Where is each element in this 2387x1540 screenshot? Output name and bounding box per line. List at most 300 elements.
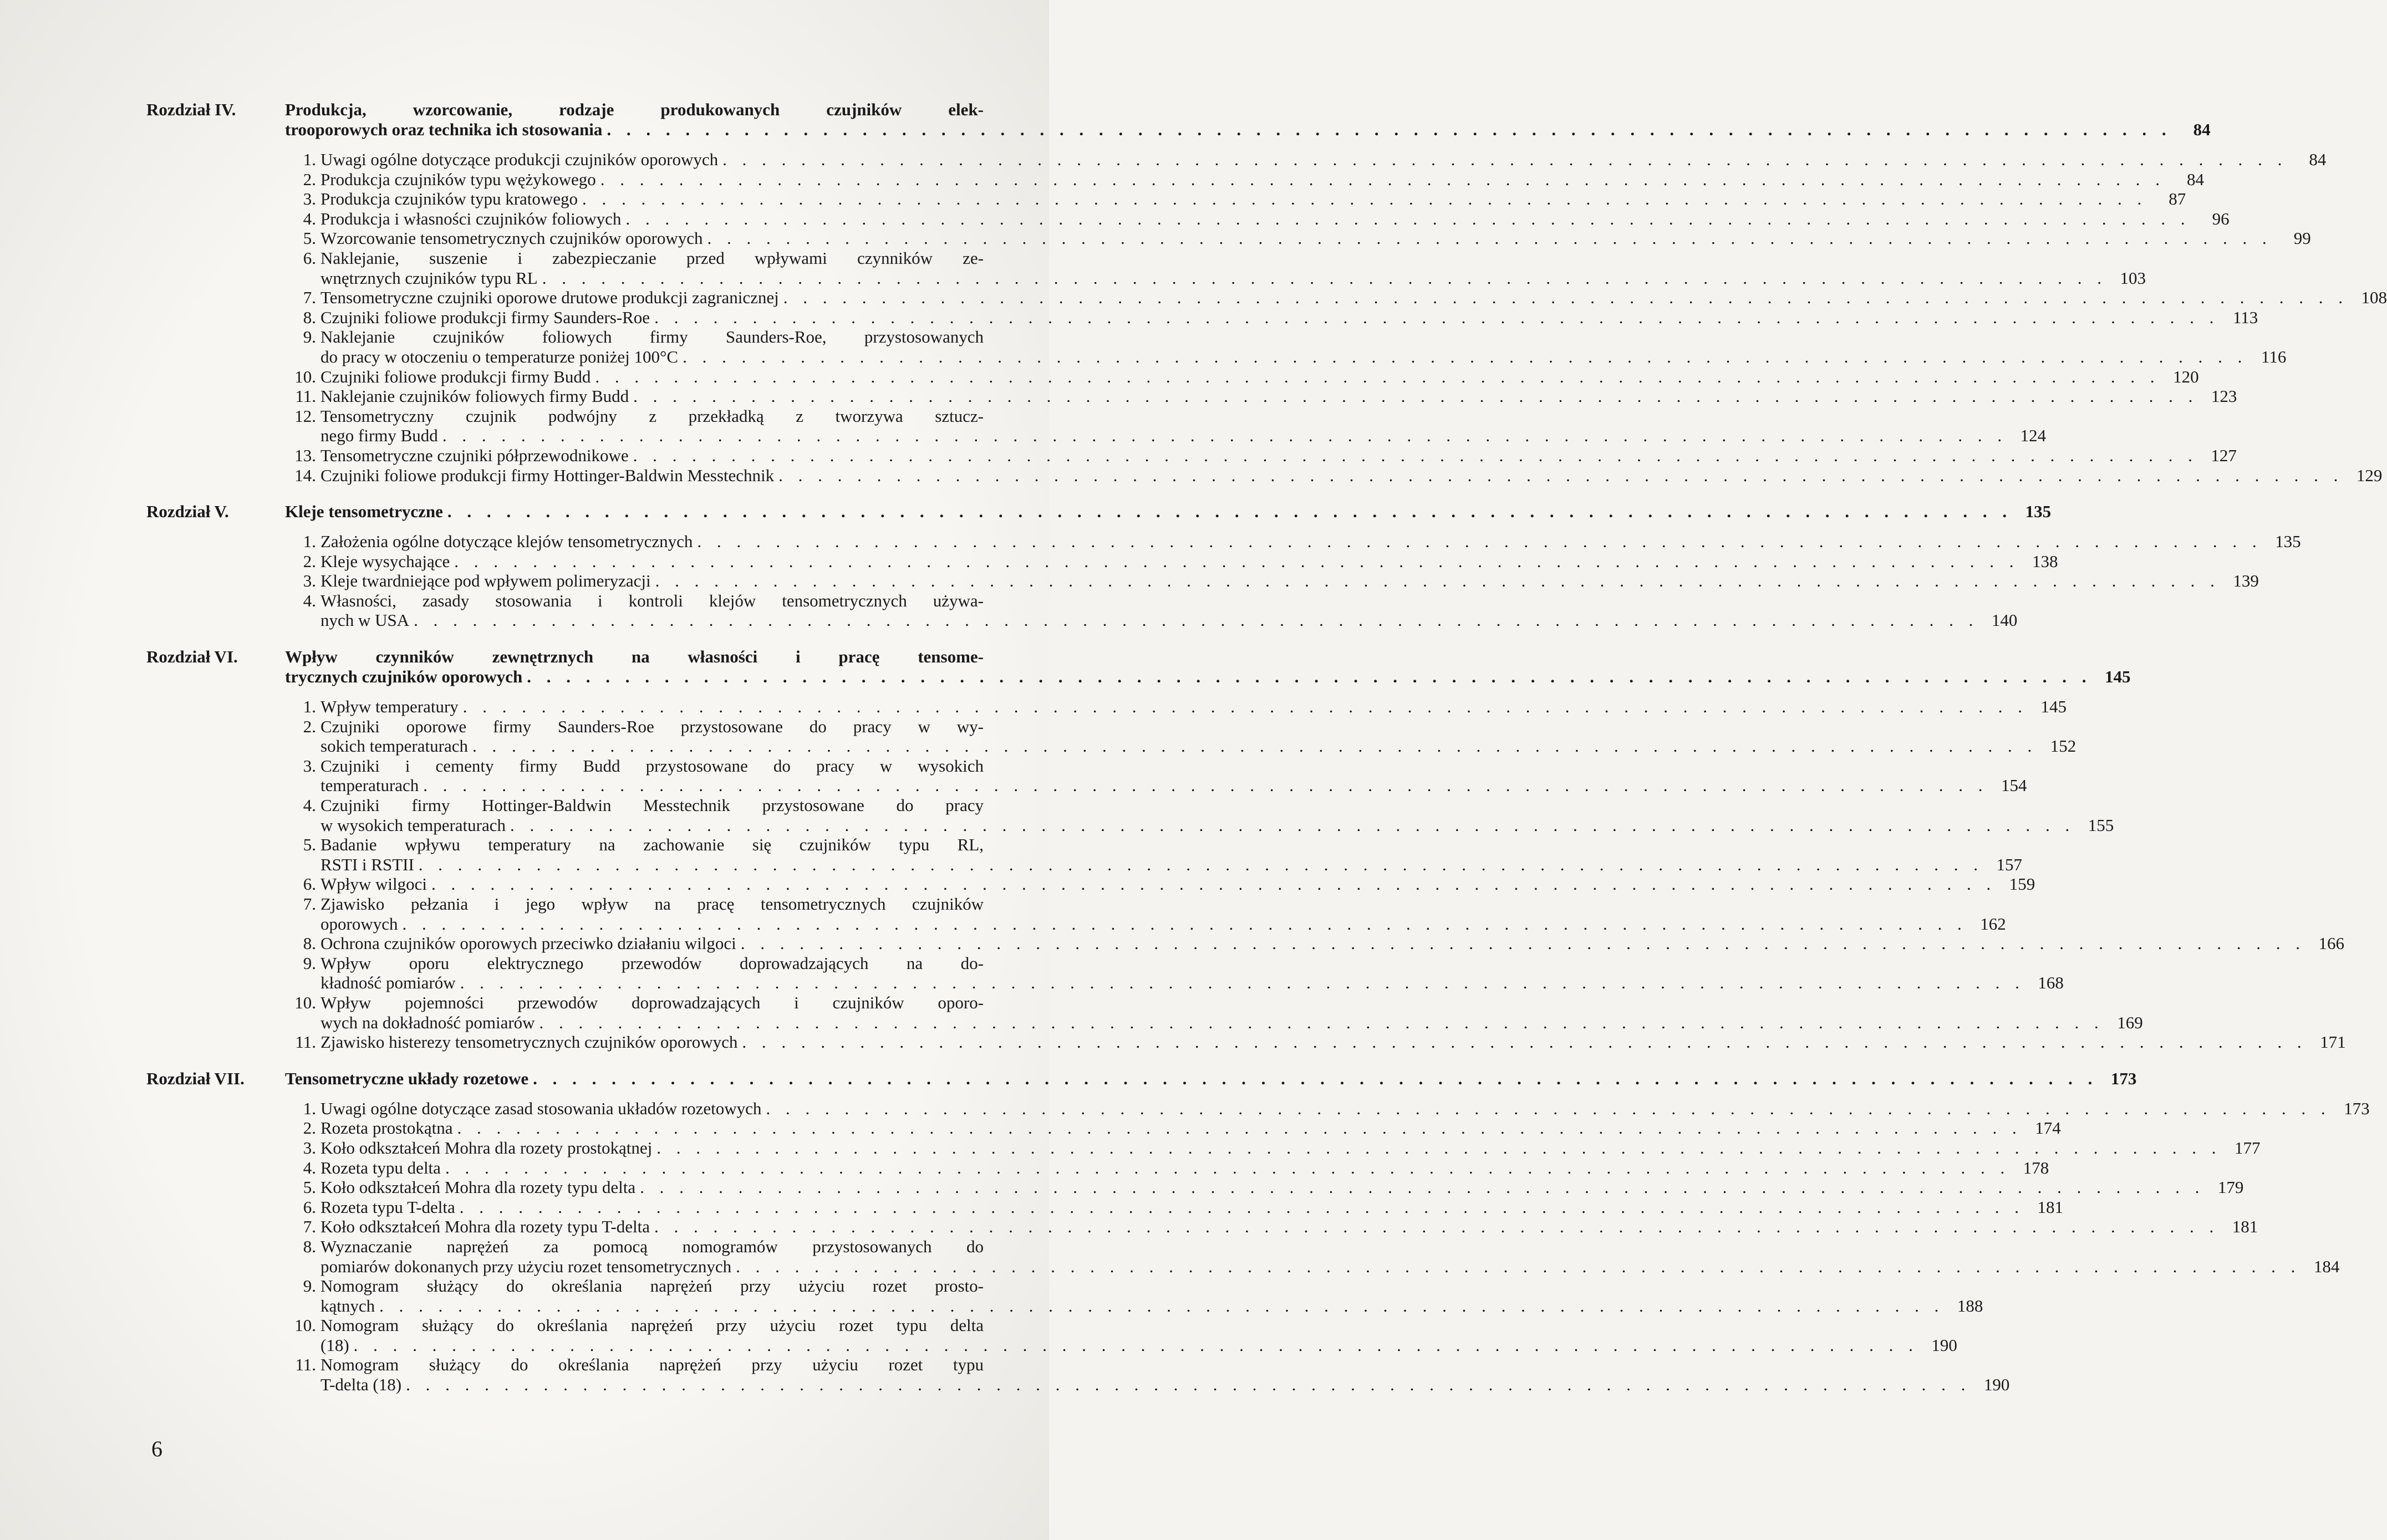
toc-entry bbox=[146, 465, 2383, 486]
entry-line bbox=[320, 1012, 2143, 1033]
entry-number: 3. bbox=[303, 1138, 316, 1157]
toc-entry bbox=[146, 1236, 2340, 1276]
dot-leader: . . . . . . . . . . . . . . . . . . . . . . . . . . . . . . . . . . . . . . . . . . . . . . . . . . . . . . . . . . . . . . . . . . . . . . . . . . . . . . . . bbox=[742, 1032, 2307, 1052]
dot-leader: . . . . . . . . . . . . . . . . . . . . . . . . . . . . . . . . . . . . . . . . . . . . . . . . . . . . . . . . . . . . . . . . . . . . . . . . . . . . . . . . bbox=[445, 1157, 2011, 1177]
page-ref: 127 bbox=[2211, 445, 2237, 465]
entry-number: 14. bbox=[294, 465, 316, 485]
entry-number: 5. bbox=[303, 228, 316, 248]
entry-line bbox=[320, 169, 2204, 190]
entry-text: Wyznaczanie naprężeń za pomocą nomogramów przystosowanych do bbox=[320, 1236, 984, 1256]
entry-text: Uwagi ogólne dotyczące zasad stosowania układów rozetowych bbox=[320, 1098, 762, 1118]
page-ref: 123 bbox=[2211, 386, 2237, 406]
dot-leader: . . . . . . . . . . . . . . . . . . . . . . . . . . . . . . . . . . . . . . . . . . . . . . . . . . . . . . . . . . . . . . . . . . . . . . . . . . . . . . . . bbox=[633, 445, 2198, 465]
entry-body bbox=[320, 934, 2345, 953]
entry-text: Tensometryczne czujniki oporowe drutowe produkcji zagranicznej bbox=[320, 288, 779, 308]
entry-line bbox=[320, 1098, 2370, 1119]
entry-line bbox=[320, 1276, 984, 1296]
entry-line bbox=[320, 346, 2287, 367]
chapter-section bbox=[146, 1068, 2370, 1395]
entry-text: Kleje wysychające bbox=[320, 551, 450, 571]
entry-number: 8. bbox=[303, 307, 316, 327]
entry-body bbox=[320, 697, 2067, 717]
dot-leader: . . . . . . . . . . . . . . . . . . . . . . . . . . . . . . . . . . . . . . . . . . . . . . . . . . . . . . . . . . . . . . . . . . . . . . . . . . . . . . . . bbox=[766, 1098, 2331, 1118]
entry-line bbox=[320, 551, 2058, 572]
entry-text: pomiarów dokonanych przy użyciu rozet tensometrycznych bbox=[320, 1256, 732, 1276]
entry-body bbox=[320, 1217, 2258, 1237]
entry-text: Czujniki oporowe firmy Saunders-Roe przystosowane do pracy w wy- bbox=[320, 716, 984, 736]
entry-line bbox=[285, 100, 984, 120]
page-ref: 84 bbox=[2187, 169, 2204, 189]
entry-line bbox=[320, 1177, 2244, 1197]
entry-number: 2. bbox=[303, 169, 316, 189]
entry-line bbox=[320, 697, 2067, 717]
entry-line bbox=[320, 445, 2237, 466]
entry-number: 12. bbox=[294, 406, 316, 426]
page-ref: 169 bbox=[2117, 1012, 2143, 1032]
entry-body bbox=[320, 307, 2258, 328]
entry-body bbox=[320, 1098, 2370, 1119]
entry-line bbox=[320, 934, 2345, 953]
entry-number: 3. bbox=[303, 189, 316, 209]
entry-number: 10. bbox=[294, 992, 316, 1012]
entry-body bbox=[320, 366, 2199, 387]
entry-line bbox=[320, 776, 2027, 796]
entry-line bbox=[320, 1375, 2010, 1395]
page-ref: 155 bbox=[2088, 815, 2114, 835]
entry-text: Własności, zasady stosowania i kontroli klejów tensometrycznych używa- bbox=[320, 590, 984, 610]
page-ref: 139 bbox=[2233, 571, 2259, 591]
entry-text: temperaturach bbox=[320, 776, 419, 796]
entry-line bbox=[320, 993, 984, 1013]
dot-leader: . . . . . . . . . . . . . . . . . . . . . . . . . . . . . . . . . . . . . . . . . . . . . . . . . . . . . . . . . . . . . . . . . . . . . . . . . . . . . . . . bbox=[778, 465, 2344, 485]
page-ref: 145 bbox=[2040, 697, 2067, 717]
entry-line bbox=[320, 150, 2327, 170]
dot-leader: . . . . . . . . . . . . . . . . . . . . . . . . . . . . . . . . . . . . . . . . . . . . . . . . . . . . . . . . . . . . . . . . . . . . . . . . . . . . . . . . bbox=[542, 268, 2107, 288]
toc-entry bbox=[146, 796, 2114, 835]
toc-entry bbox=[146, 1217, 2258, 1237]
entry-text: Czujniki firmy Hottinger-Baldwin Messtechnik przystosowane do pracy bbox=[320, 796, 984, 815]
entry-line bbox=[320, 1138, 2261, 1158]
entry-text: Tensometryczny czujnik podwójny z przekładką z tworzywa sztucz- bbox=[320, 406, 984, 426]
toc-entry bbox=[146, 366, 2199, 387]
entry-text: Naklejanie czujników foliowych firmy Budd bbox=[320, 386, 629, 406]
page-ref: 184 bbox=[2313, 1256, 2340, 1276]
entry-body bbox=[320, 406, 2047, 446]
entry-line bbox=[320, 717, 984, 737]
dot-leader: . . . . . . . . . . . . . . . . . . . . . . . . . . . . . . . . . . . . . . . . . . . . . . . . . . . . . . . . . . . . . . . . . . . . . . . . . . . . . . . . bbox=[527, 667, 2092, 687]
entry-number: 1. bbox=[303, 532, 316, 552]
chapter-section bbox=[146, 502, 2301, 630]
page-ref: 168 bbox=[2038, 973, 2064, 993]
dot-leader: . . . . . . . . . . . . . . . . . . . . . . . . . . . . . . . . . . . . . . . . . . . . . . . . . . . . . . . . . . . . . . . . . . . . . . . . . . . . . . . . bbox=[736, 1256, 2301, 1276]
entry-body bbox=[320, 1315, 1957, 1355]
dot-leader: . . . . . . . . . . . . . . . . . . . . . . . . . . . . . . . . . . . . . . . . . . . . . . . . . . . . . . . . . . . . . . . . . . . . . . . . . . . . . . . . bbox=[656, 1138, 2222, 1157]
entry-line bbox=[320, 426, 2047, 446]
entry-body bbox=[320, 1157, 2049, 1178]
entry-line bbox=[320, 288, 2387, 308]
entry-text: Produkcja czujników typu kratowego bbox=[320, 189, 578, 209]
entry-text: Produkcja i własności czujników foliowych bbox=[320, 208, 622, 228]
entry-body bbox=[320, 248, 2146, 288]
section-list bbox=[146, 697, 2346, 1052]
entry-text: w wysokich temperaturach bbox=[320, 815, 506, 835]
entry-body bbox=[320, 1197, 2064, 1217]
entry-line bbox=[320, 228, 2311, 248]
entry-line bbox=[320, 815, 2114, 835]
entry-body bbox=[320, 551, 2058, 572]
chapter-label: Rozdział VI. bbox=[146, 647, 238, 667]
dot-leader: . . . . . . . . . . . . . . . . . . . . . . . . . . . . . . . . . . . . . . . . . . . . . . . . . . . . . . . . . . . . . . . . . . . . . . . . . . . . . . . . bbox=[431, 874, 1997, 894]
page-ref: 84 bbox=[2309, 150, 2327, 169]
dot-leader: . . . . . . . . . . . . . . . . . . . . . . . . . . . . . . . . . . . . . . . . . . . . . . . . . . . . . . . . . . . . . . . . . . . . . . . . . . . . . . . . bbox=[462, 697, 2028, 717]
toc-entry bbox=[146, 228, 2311, 248]
entry-text: Rozeta prostokątna bbox=[320, 1118, 453, 1138]
toc-entry bbox=[146, 1098, 2370, 1119]
entry-line bbox=[285, 647, 984, 667]
dot-leader: . . . . . . . . . . . . . . . . . . . . . . . . . . . . . . . . . . . . . . . . . . . . . . . . . . . . . . . . . . . . . . . . . . . . . . . . . . . . . . . . bbox=[783, 288, 2349, 308]
entry-text: sokich temperaturach bbox=[320, 736, 468, 756]
entry-body bbox=[320, 894, 2006, 934]
page-ref: 188 bbox=[1957, 1296, 1983, 1315]
chapter-label: Rozdział IV. bbox=[146, 100, 236, 119]
entry-line bbox=[320, 894, 984, 914]
toc-entry bbox=[146, 756, 2027, 796]
chapter-section bbox=[146, 100, 2387, 485]
chapter-label: Rozdział V. bbox=[146, 502, 229, 522]
entry-text: oporowych bbox=[320, 914, 398, 934]
entry-line bbox=[285, 120, 2211, 140]
page-ref: 181 bbox=[2232, 1217, 2258, 1237]
entry-line bbox=[320, 268, 2146, 288]
entry-line bbox=[320, 327, 984, 347]
entry-text: Wzorcowanie tensometrycznych czujników oporowych bbox=[320, 228, 703, 248]
entry-line bbox=[320, 1118, 2061, 1138]
entry-text: Produkcja czujników typu wężykowego bbox=[320, 169, 596, 189]
page-ref: 87 bbox=[2169, 189, 2186, 209]
entry-text: Produkcja, wzorcowanie, rodzaje produkowanych czujników elek- bbox=[285, 100, 984, 119]
page-ref: 162 bbox=[1980, 914, 2006, 934]
entry-line bbox=[320, 953, 984, 973]
entry-text: Wpływ temperatury bbox=[320, 697, 459, 717]
page-ref: 99 bbox=[2293, 228, 2311, 248]
entry-number: 5. bbox=[303, 1177, 316, 1197]
entry-number: 8. bbox=[303, 1236, 316, 1256]
dot-leader: . . . . . . . . . . . . . . . . . . . . . . . . . . . . . . . . . . . . . . . . . . . . . . . . . . . . . . . . . . . . . . . . . . . . . . . . . . . . . . . . bbox=[607, 120, 2172, 139]
dot-leader: . . . . . . . . . . . . . . . . . . . . . . . . . . . . . . . . . . . . . . . . . . . . . . . . . . . . . . . . . . . . . . . . . . . . . . . . . . . . . . . . bbox=[454, 551, 2019, 571]
dot-leader: . . . . . . . . . . . . . . . . . . . . . . . . . . . . . . . . . . . . . . . . . . . . . . . . . . . . . . . . . . . . . . . . . . . . . . . . . . . . . . . . bbox=[697, 532, 2262, 552]
page-ref: 140 bbox=[1991, 610, 2018, 630]
entry-text: Zjawisko histerezy tensometrycznych czujników oporowych bbox=[320, 1032, 738, 1052]
entry-text: trycznych czujników oporowych bbox=[285, 667, 523, 687]
entry-line bbox=[320, 366, 2199, 387]
page-ref: 190 bbox=[1931, 1335, 1957, 1355]
entry-line bbox=[320, 796, 984, 815]
entry-text: Koło odkształceń Mohra dla rozety prostokątnej bbox=[320, 1138, 653, 1157]
page-ref: 116 bbox=[2261, 346, 2287, 366]
dot-leader: . . . . . . . . . . . . . . . . . . . . . . . . . . . . . . . . . . . . . . . . . . . . . . . . . . . . . . . . . . . . . . . . . . . . . . . . . . . . . . . . bbox=[442, 426, 2008, 446]
entry-line bbox=[320, 248, 984, 268]
entry-text: Zjawisko pełzania i jego wpływ na pracę tensometrycznych czujników bbox=[320, 894, 984, 914]
dot-leader: . . . . . . . . . . . . . . . . . . . . . . . . . . . . . . . . . . . . . . . . . . . . . . . . . . . . . . . . . . . . . . . . . . . . . . . . . . . . . . . . bbox=[459, 1197, 2025, 1217]
entry-text: Rozeta typu T-delta bbox=[320, 1197, 455, 1217]
entry-body bbox=[320, 445, 2237, 466]
entry-body bbox=[320, 228, 2311, 248]
entry-text: kątnych bbox=[320, 1296, 375, 1315]
dot-leader: . . . . . . . . . . . . . . . . . . . . . . . . . . . . . . . . . . . . . . . . . . . . . . . . . . . . . . . . . . . . . . . . . . . . . . . . . . . . . . . . bbox=[633, 386, 2198, 406]
entry-body bbox=[320, 756, 2027, 796]
entry-line bbox=[320, 591, 984, 611]
toc-entry bbox=[146, 169, 2204, 190]
toc-entry bbox=[146, 307, 2258, 328]
entry-line bbox=[320, 1217, 2258, 1237]
entry-number: 1. bbox=[303, 150, 316, 169]
page-ref: 145 bbox=[2104, 667, 2131, 687]
toc-entry bbox=[146, 934, 2345, 953]
entry-body bbox=[320, 590, 2018, 630]
page-ref: 103 bbox=[2120, 268, 2146, 288]
page-ref: 135 bbox=[2025, 502, 2052, 522]
entry-line bbox=[320, 756, 984, 776]
entry-body bbox=[320, 327, 2287, 366]
section-list bbox=[146, 150, 2387, 485]
entry-number: 9. bbox=[303, 327, 316, 347]
entry-number: 2. bbox=[303, 551, 316, 571]
toc-entry bbox=[146, 288, 2387, 308]
page-ref: 171 bbox=[2320, 1032, 2346, 1052]
page-ref: 179 bbox=[2217, 1177, 2244, 1197]
dot-leader: . . . . . . . . . . . . . . . . . . . . . . . . . . . . . . . . . . . . . . . . . . . . . . . . . . . . . . . . . . . . . . . . . . . . . . . . . . . . . . . . bbox=[406, 1375, 1971, 1395]
entry-body bbox=[320, 532, 2301, 552]
entry-body bbox=[320, 465, 2383, 486]
toc-entry bbox=[146, 874, 2035, 894]
toc-entry bbox=[146, 835, 2023, 874]
entry-line bbox=[320, 189, 2186, 209]
dot-leader: . . . . . . . . . . . . . . . . . . . . . . . . . . . . . . . . . . . . . . . . . . . . . . . . . . . . . . . . . . . . . . . . . . . . . . . . . . . . . . . . bbox=[353, 1335, 1918, 1355]
entry-text: (18) bbox=[320, 1335, 349, 1355]
entry-line bbox=[320, 465, 2383, 486]
page-ref: 173 bbox=[2344, 1098, 2370, 1118]
entry-line bbox=[285, 502, 2052, 522]
entry-text: Naklejanie, suszenie i zabezpieczanie przed wpływami czynników ze- bbox=[320, 248, 984, 268]
toc-entry bbox=[146, 1157, 2049, 1178]
entry-body bbox=[320, 992, 2143, 1032]
entry-line bbox=[320, 1296, 1983, 1316]
page-ref: 135 bbox=[2275, 532, 2301, 552]
page-ref: 96 bbox=[2212, 208, 2230, 228]
entry-body bbox=[320, 571, 2259, 591]
entry-number: 7. bbox=[303, 894, 316, 914]
entry-text: Założenia ogólne dotyczące klejów tensometrycznych bbox=[320, 532, 693, 552]
entry-number: 7. bbox=[303, 1217, 316, 1237]
entry-line bbox=[285, 1068, 2137, 1089]
entry-body bbox=[320, 189, 2186, 209]
toc-entry bbox=[146, 1355, 2010, 1395]
entry-text: nego firmy Budd bbox=[320, 426, 438, 446]
dot-leader: . . . . . . . . . . . . . . . . . . . . . . . . . . . . . . . . . . . . . . . . . . . . . . . . . . . . . . . . . . . . . . . . . . . . . . . . . . . . . . . . bbox=[460, 973, 2025, 993]
toc-entry bbox=[146, 406, 2047, 446]
entry-text: wnętrznych czujników typu RL bbox=[320, 268, 538, 288]
page-ref: 157 bbox=[1996, 854, 2023, 874]
dot-leader: . . . . . . . . . . . . . . . . . . . . . . . . . . . . . . . . . . . . . . . . . . . . . . . . . . . . . . . . . . . . . . . . . . . . . . . . . . . . . . . . bbox=[533, 1068, 2098, 1088]
entry-text: Ochrona czujników oporowych przeciwko działaniu wilgoci bbox=[320, 934, 736, 953]
chapter-label: Rozdział VII. bbox=[146, 1068, 245, 1088]
entry-body bbox=[320, 835, 2023, 874]
entry-body bbox=[320, 1138, 2261, 1158]
entry-body bbox=[320, 288, 2387, 308]
entry-text: Koło odkształceń Mohra dla rozety typu T-delta bbox=[320, 1217, 650, 1237]
entry-text: Rozeta typu delta bbox=[320, 1157, 441, 1177]
entry-text: Wpływ wilgoci bbox=[320, 874, 427, 894]
entry-line bbox=[320, 1256, 2340, 1277]
dot-leader: . . . . . . . . . . . . . . . . . . . . . . . . . . . . . . . . . . . . . . . . . . . . . . . . . . . . . . . . . . . . . . . . . . . . . . . . . . . . . . . . bbox=[457, 1118, 2022, 1138]
entry-number: 13. bbox=[294, 445, 316, 465]
entry-text: nych w USA bbox=[320, 610, 410, 630]
toc-entry bbox=[146, 1197, 2064, 1217]
dot-leader: . . . . . . . . . . . . . . . . . . . . . . . . . . . . . . . . . . . . . . . . . . . . . . . . . . . . . . . . . . . . . . . . . . . . . . . . . . . . . . . . bbox=[600, 169, 2165, 189]
entry-body bbox=[320, 208, 2230, 229]
dot-leader: . . . . . . . . . . . . . . . . . . . . . . . . . . . . . . . . . . . . . . . . . . . . . . . . . . . . . . . . . . . . . . . . . . . . . . . . . . . . . . . . bbox=[654, 307, 2220, 327]
entry-text: Kleje twardniejące pod wpływem polimeryzacji bbox=[320, 571, 651, 591]
entry-text: trooporowych oraz technika ich stosowania bbox=[285, 120, 603, 139]
entry-number: 10. bbox=[294, 1315, 316, 1335]
toc-entry bbox=[146, 590, 2018, 630]
entry-text: Czujniki foliowe produkcji firmy Budd bbox=[320, 366, 591, 386]
page-ref: 84 bbox=[2193, 120, 2211, 139]
toc-entry bbox=[146, 1032, 2346, 1052]
entry-number: 1. bbox=[303, 697, 316, 717]
section-list bbox=[146, 1098, 2370, 1395]
entry-text: Wpływ oporu elektrycznego przewodów doprowadzających na do- bbox=[320, 953, 984, 973]
entry-line bbox=[320, 1197, 2064, 1217]
entry-text: Czujniki foliowe produkcji firmy Hottinger-Baldwin Messtechnik bbox=[320, 465, 775, 485]
dot-leader: . . . . . . . . . . . . . . . . . . . . . . . . . . . . . . . . . . . . . . . . . . . . . . . . . . . . . . . . . . . . . . . . . . . . . . . . . . . . . . . . bbox=[539, 1012, 2104, 1032]
toc-entry bbox=[146, 445, 2237, 466]
entry-number: 10. bbox=[294, 366, 316, 386]
toc-entry bbox=[146, 189, 2186, 209]
entry-text: Kleje tensometryczne bbox=[285, 502, 443, 522]
toc-entry bbox=[146, 327, 2287, 366]
entry-text: Tensometryczne układy rozetowe bbox=[285, 1068, 529, 1088]
toc-entry bbox=[146, 551, 2058, 572]
entry-body bbox=[320, 386, 2237, 406]
entry-body bbox=[320, 1355, 2010, 1395]
dot-leader: . . . . . . . . . . . . . . . . . . . . . . . . . . . . . . . . . . . . . . . . . . . . . . . . . . . . . . . . . . . . . . . . . . . . . . . . . . . . . . . . bbox=[655, 571, 2220, 591]
entry-number: 6. bbox=[303, 874, 316, 894]
entry-text: Naklejanie czujników foliowych firmy Saunders-Roe, przystosowanych bbox=[320, 327, 984, 347]
dot-leader: . . . . . . . . . . . . . . . . . . . . . . . . . . . . . . . . . . . . . . . . . . . . . . . . . . . . . . . . . . . . . . . . . . . . . . . . . . . . . . . . bbox=[423, 776, 1988, 796]
dot-leader: . . . . . . . . . . . . . . . . . . . . . . . . . . . . . . . . . . . . . . . . . . . . . . . . . . . . . . . . . . . . . . . . . . . . . . . . . . . . . . . . bbox=[418, 854, 1984, 874]
entry-text: Nomogram służący do określania naprężeń przy użyciu rozet prosto- bbox=[320, 1276, 984, 1296]
entry-text: do pracy w otoczeniu o temperaturze poniżej 100°C bbox=[320, 346, 679, 366]
entry-number: 4. bbox=[303, 208, 316, 228]
dot-leader: . . . . . . . . . . . . . . . . . . . . . . . . . . . . . . . . . . . . . . . . . . . . . . . . . . . . . . . . . . . . . . . . . . . . . . . . . . . . . . . . bbox=[510, 815, 2075, 835]
toc-entry bbox=[146, 1177, 2244, 1197]
entry-number: 11. bbox=[295, 1355, 316, 1375]
dot-leader: . . . . . . . . . . . . . . . . . . . . . . . . . . . . . . . . . . . . . . . . . . . . . . . . . . . . . . . . . . . . . . . . . . . . . . . . . . . . . . . . bbox=[625, 208, 2191, 228]
entry-number: 8. bbox=[303, 934, 316, 953]
toc-entry bbox=[146, 716, 2076, 756]
toc-entry bbox=[146, 992, 2143, 1032]
toc-entry bbox=[146, 208, 2230, 229]
entry-line bbox=[320, 1355, 984, 1375]
entry-text: Nomogram służący do określania naprężeń przy użyciu rozet typu delta bbox=[320, 1315, 984, 1335]
table-of-contents bbox=[146, 100, 2387, 1411]
entry-line bbox=[320, 406, 984, 426]
page-ref: 124 bbox=[2020, 426, 2047, 446]
entry-number: 6. bbox=[303, 1197, 316, 1217]
page-ref: 190 bbox=[1983, 1375, 2010, 1395]
toc-entry bbox=[146, 1118, 2061, 1138]
dot-leader: . . . . . . . . . . . . . . . . . . . . . . . . . . . . . . . . . . . . . . . . . . . . . . . . . . . . . . . . . . . . . . . . . . . . . . . . . . . . . . . . bbox=[740, 934, 2306, 953]
entry-number: 11. bbox=[295, 386, 316, 406]
entry-number: 1. bbox=[303, 1098, 316, 1118]
toc-entry bbox=[146, 1276, 1983, 1315]
entry-line bbox=[320, 835, 984, 855]
entry-text: Tensometryczne czujniki półprzewodnikowe bbox=[320, 445, 629, 465]
page-ref: 120 bbox=[2173, 366, 2199, 386]
entry-body bbox=[320, 1236, 2340, 1276]
toc-entry bbox=[146, 150, 2327, 170]
page-number: 6 bbox=[151, 1436, 162, 1461]
toc-entry bbox=[146, 1315, 1957, 1355]
entry-body bbox=[320, 874, 2035, 894]
entry-number: 3. bbox=[303, 756, 316, 776]
entry-line bbox=[320, 610, 2018, 630]
entry-line bbox=[320, 973, 2064, 993]
dot-leader: . . . . . . . . . . . . . . . . . . . . . . . . . . . . . . . . . . . . . . . . . . . . . . . . . . . . . . . . . . . . . . . . . . . . . . . . . . . . . . . . bbox=[640, 1177, 2205, 1197]
entry-body bbox=[320, 716, 2076, 756]
chapter-title bbox=[285, 1068, 2137, 1089]
entry-line bbox=[320, 736, 2076, 756]
page-ref: 181 bbox=[2037, 1197, 2064, 1217]
entry-number: 2. bbox=[303, 1118, 316, 1138]
page-ref: 129 bbox=[2356, 465, 2383, 485]
entry-line bbox=[285, 667, 2131, 687]
entry-text: Czujniki foliowe produkcji firmy Saunders-Roe bbox=[320, 307, 650, 327]
entry-line bbox=[320, 854, 2023, 875]
dot-leader: . . . . . . . . . . . . . . . . . . . . . . . . . . . . . . . . . . . . . . . . . . . . . . . . . . . . . . . . . . . . . . . . . . . . . . . . . . . . . . . . bbox=[472, 736, 2038, 756]
page-ref: 174 bbox=[2035, 1118, 2061, 1138]
entry-line bbox=[320, 307, 2258, 328]
entry-number: 2. bbox=[303, 716, 316, 736]
page-ref: 173 bbox=[2110, 1068, 2137, 1088]
toc-entry bbox=[146, 532, 2301, 552]
entry-number: 4. bbox=[303, 590, 316, 610]
entry-line bbox=[320, 386, 2237, 406]
entry-line bbox=[320, 1032, 2346, 1052]
entry-body bbox=[320, 1032, 2346, 1052]
section-list bbox=[146, 532, 2301, 630]
entry-line bbox=[320, 1237, 984, 1257]
dot-leader: . . . . . . . . . . . . . . . . . . . . . . . . . . . . . . . . . . . . . . . . . . . . . . . . . . . . . . . . . . . . . . . . . . . . . . . . . . . . . . . . bbox=[595, 366, 2160, 386]
toc-entry bbox=[146, 571, 2259, 591]
entry-text: Koło odkształceń Mohra dla rozety typu delta bbox=[320, 1177, 636, 1197]
page-ref: 108 bbox=[2361, 288, 2387, 308]
entry-text: Nomogram służący do określania naprężeń przy użyciu rozet typu bbox=[320, 1355, 984, 1375]
dot-leader: . . . . . . . . . . . . . . . . . . . . . . . . . . . . . . . . . . . . . . . . . . . . . . . . . . . . . . . . . . . . . . . . . . . . . . . . . . . . . . . . bbox=[722, 150, 2288, 169]
chapter-title bbox=[285, 100, 2211, 140]
entry-number: 6. bbox=[303, 248, 316, 268]
toc-entry bbox=[146, 953, 2064, 993]
dot-leader: . . . . . . . . . . . . . . . . . . . . . . . . . . . . . . . . . . . . . . . . . . . . . . . . . . . . . . . . . . . . . . . . . . . . . . . . . . . . . . . . bbox=[654, 1217, 2220, 1237]
chapter-title bbox=[285, 502, 2052, 522]
entry-number: 5. bbox=[303, 835, 316, 855]
entry-body bbox=[320, 1118, 2061, 1138]
entry-number: 4. bbox=[303, 796, 316, 815]
page-ref: 113 bbox=[2232, 307, 2258, 327]
entry-body bbox=[320, 1177, 2244, 1197]
dot-leader: . . . . . . . . . . . . . . . . . . . . . . . . . . . . . . . . . . . . . . . . . . . . . . . . . . . . . . . . . . . . . . . . . . . . . . . . . . . . . . . . bbox=[379, 1296, 1945, 1315]
